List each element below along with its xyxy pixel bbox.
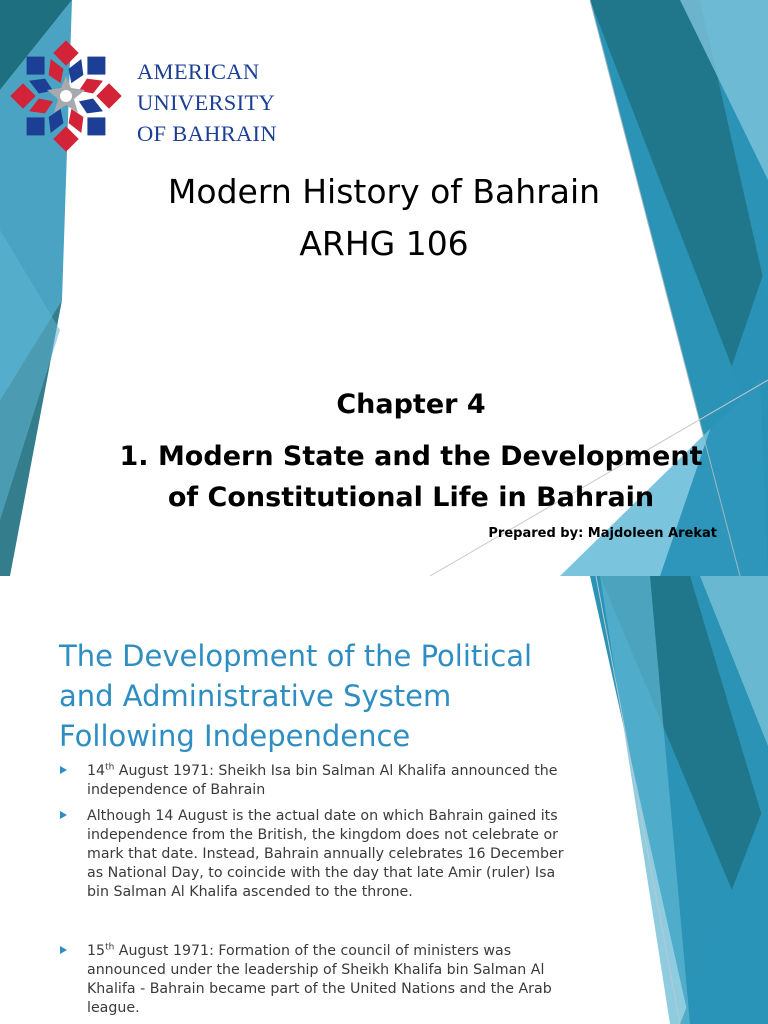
bullet-text: August 1971: Sheikh Isa bin Salman Al Khalifa announced the independence of Bahrain xyxy=(87,763,558,798)
subtitle-line-2: of Constitutional Life in Bahrain xyxy=(167,482,655,513)
course-code: ARHG 106 xyxy=(299,224,469,263)
bullet-day: 14 xyxy=(87,763,106,779)
logo-line-3: OF BAHRAIN xyxy=(137,121,277,146)
slide-heading: The Development of the Political and Administrative System Following Independence xyxy=(59,639,533,753)
bullet-text: August 1971: Formation of the council of ministers was announced under the leadership of Sheikh Khalifa bin Salman Al Khalifa - Bahrain became part of the United Nations and the Arab league. xyxy=(87,943,552,1016)
subtitle-line-1: 1. Modern State and the Development xyxy=(119,441,703,472)
bullet-list xyxy=(59,762,579,1018)
bullet-arrow-icon xyxy=(60,946,67,954)
university-name xyxy=(137,56,277,149)
bullet-day: 15 xyxy=(87,943,106,959)
bullet-text: Although 14 August is the actual date on which Bahrain gained its independence from the British, the kingdom does not celebrate or mark that date. Instead, Bahrain annually celebrates 16 December as National Day, to coincide with the day that late Amir (ruler) Isa bin Salman Al Khalifa ascended to the throne. xyxy=(87,808,564,900)
chapter-label: Chapter 4 xyxy=(336,389,486,420)
bullet-arrow-icon xyxy=(60,766,67,774)
bullet-ordinal: th xyxy=(105,942,115,953)
list-item xyxy=(59,807,579,902)
bullet-ordinal: th xyxy=(105,762,115,773)
bullet-arrow-icon xyxy=(60,811,67,819)
content-slide xyxy=(0,576,768,1024)
logo-line-1: AMERICAN xyxy=(137,59,260,84)
university-logo-icon xyxy=(6,36,126,156)
chapter-subtitle xyxy=(0,436,768,518)
prepared-by: Prepared by: Majdoleen Arekat xyxy=(488,526,717,541)
logo-line-2: UNIVERSITY xyxy=(137,90,275,115)
list-item xyxy=(59,942,579,1018)
course-title: Modern History of Bahrain xyxy=(167,172,601,211)
list-item xyxy=(59,762,579,800)
